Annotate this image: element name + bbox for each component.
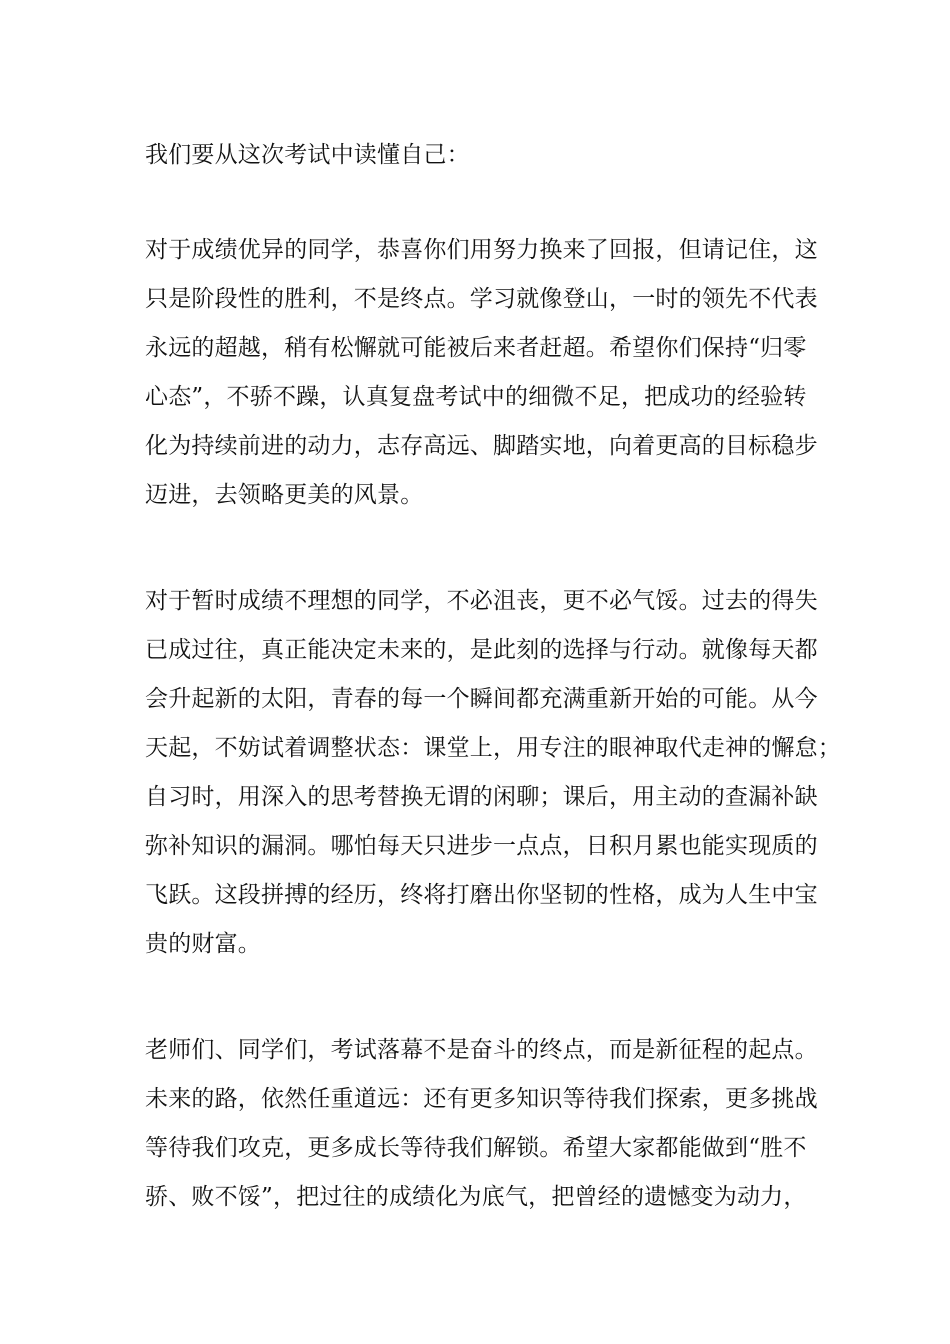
paragraph-line: 自习时，用深入的思考替换无谓的闲聊；课后，用主动的查漏补缺 (145, 784, 818, 810)
paragraph-line: 骄、败不馁”，把过往的成绩化为底气，把曾经的遗憾变为动力， (145, 1184, 807, 1210)
paragraph-line: 未来的路，依然任重道远：还有更多知识等待我们探索，更多挑战 (145, 1086, 818, 1112)
paragraph-line: 天起，不妨试着调整状态：课堂上，用专注的眼神取代走神的懈怠； (145, 735, 841, 761)
paragraph-line: 化为持续前进的动力，志存高远、脚踏实地，向着更高的目标稳步 (145, 433, 818, 459)
paragraph-line: 会升起新的太阳，青春的每一个瞬间都充满重新开始的可能。从今 (145, 686, 818, 712)
paragraph-line: 飞跃。这段拼搏的经历，终将打磨出你坚韧的性格，成为人生中宝 (145, 882, 818, 908)
paragraph-line: 弥补知识的漏洞。哪怕每天只进步一点点，日积月累也能实现质的 (145, 833, 818, 859)
intro-line: 我们要从这次考试中读懂自己： (145, 142, 470, 168)
paragraph-line: 等待我们攻克，更多成长等待我们解锁。希望大家都能做到“胜不 (145, 1135, 807, 1161)
paragraph-line: 贵的财富。 (145, 931, 261, 957)
paragraph-line: 迈进，去领略更美的风景。 (145, 482, 424, 508)
paragraph-line: 心态”，不骄不躁，认真复盘考试中的细微不足，把成功的经验转 (145, 384, 807, 410)
paragraph-line: 已成过往，真正能决定未来的，是此刻的选择与行动。就像每天都 (145, 637, 818, 663)
paragraph-line: 老师们、同学们，考试落幕不是奋斗的终点，而是新征程的起点。 (145, 1037, 818, 1063)
paragraph-line: 只是阶段性的胜利，不是终点。学习就像登山，一时的领先不代表 (145, 286, 818, 312)
paragraph-line: 永远的超越，稍有松懈就可能被后来者赶超。希望你们保持“归零 (145, 335, 807, 361)
paragraph-line: 对于成绩优异的同学，恭喜你们用努力换来了回报，但请记住，这 (145, 237, 818, 263)
paragraph-line: 对于暂时成绩不理想的同学，不必沮丧，更不必气馁。过去的得失 (145, 588, 818, 614)
